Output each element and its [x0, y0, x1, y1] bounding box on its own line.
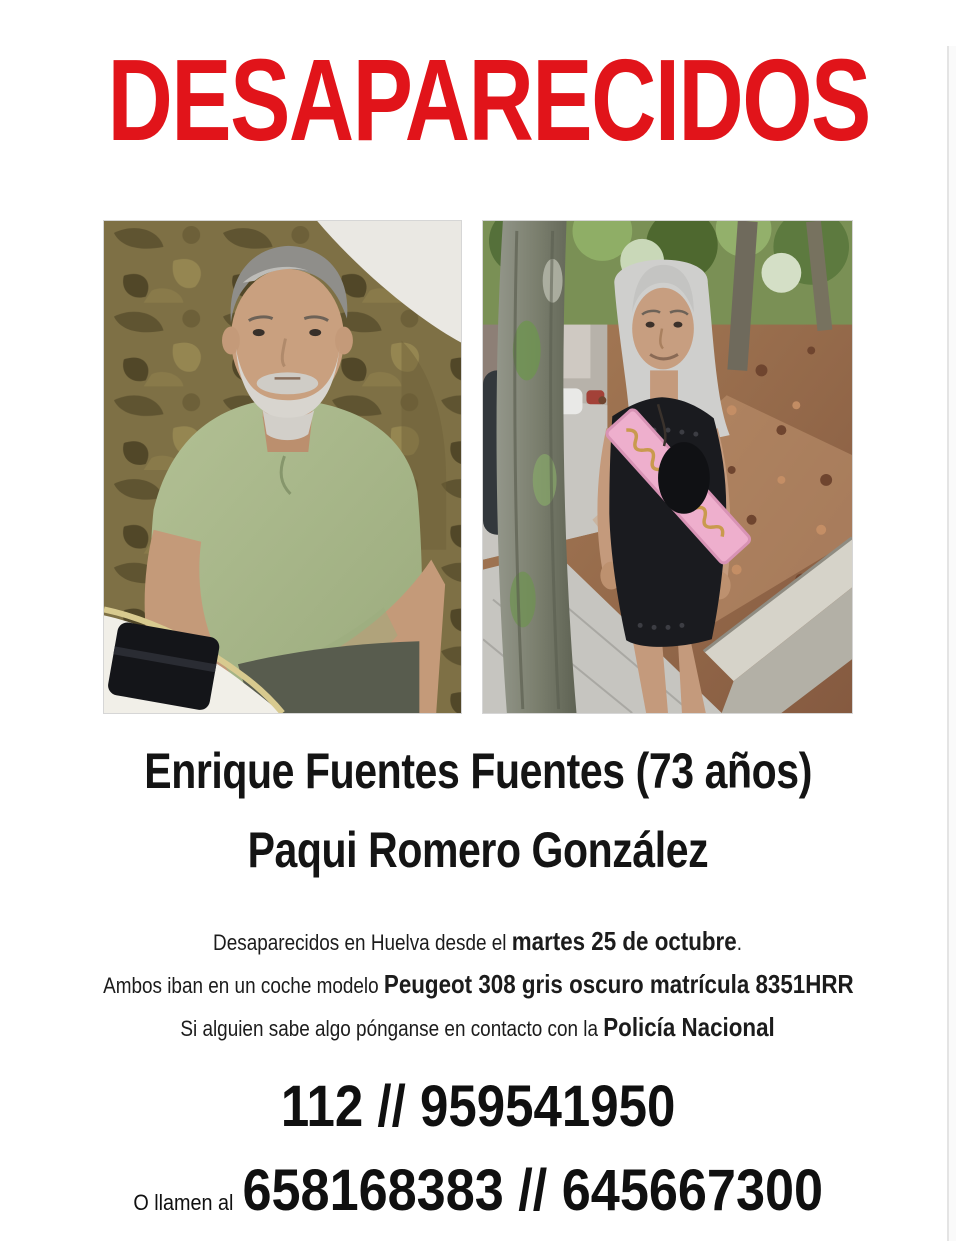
man-photo-illustration	[104, 221, 461, 713]
detail-line-contact: Si alguien sabe algo pónganse en contacto con la Policía Nacional	[180, 1012, 776, 1042]
photo-row	[0, 220, 956, 714]
phone-line-primary: 112 // 959541950	[280, 1074, 676, 1139]
scan-edge-strip	[949, 46, 956, 1241]
missing-man-photo	[103, 220, 462, 714]
phone-prefix-label: O llamen al	[133, 1190, 234, 1215]
poster-title-text: DESAPARECIDOS	[107, 35, 870, 165]
missing-persons-poster	[0, 35, 956, 1237]
missing-name-2: Paqui Romero González	[247, 822, 709, 878]
phone-line-secondary	[0, 1160, 956, 1237]
missing-woman-photo	[482, 220, 853, 714]
missing-name-1: Enrique Fuentes Fuentes (73 años)	[144, 743, 812, 799]
detail-line-car: Ambos iban en un coche modelo Peugeot 308 gris oscuro matrícula 8351HRR	[102, 969, 854, 999]
detail-line-date: Desaparecidos en Huelva desde el martes 25 de octubre.	[213, 926, 743, 956]
poster-title	[0, 35, 956, 190]
phone-numbers: 658168383 // 645667300	[242, 1158, 823, 1223]
case-details	[0, 922, 956, 1051]
missing-names	[0, 738, 956, 896]
woman-photo-illustration	[483, 221, 852, 713]
